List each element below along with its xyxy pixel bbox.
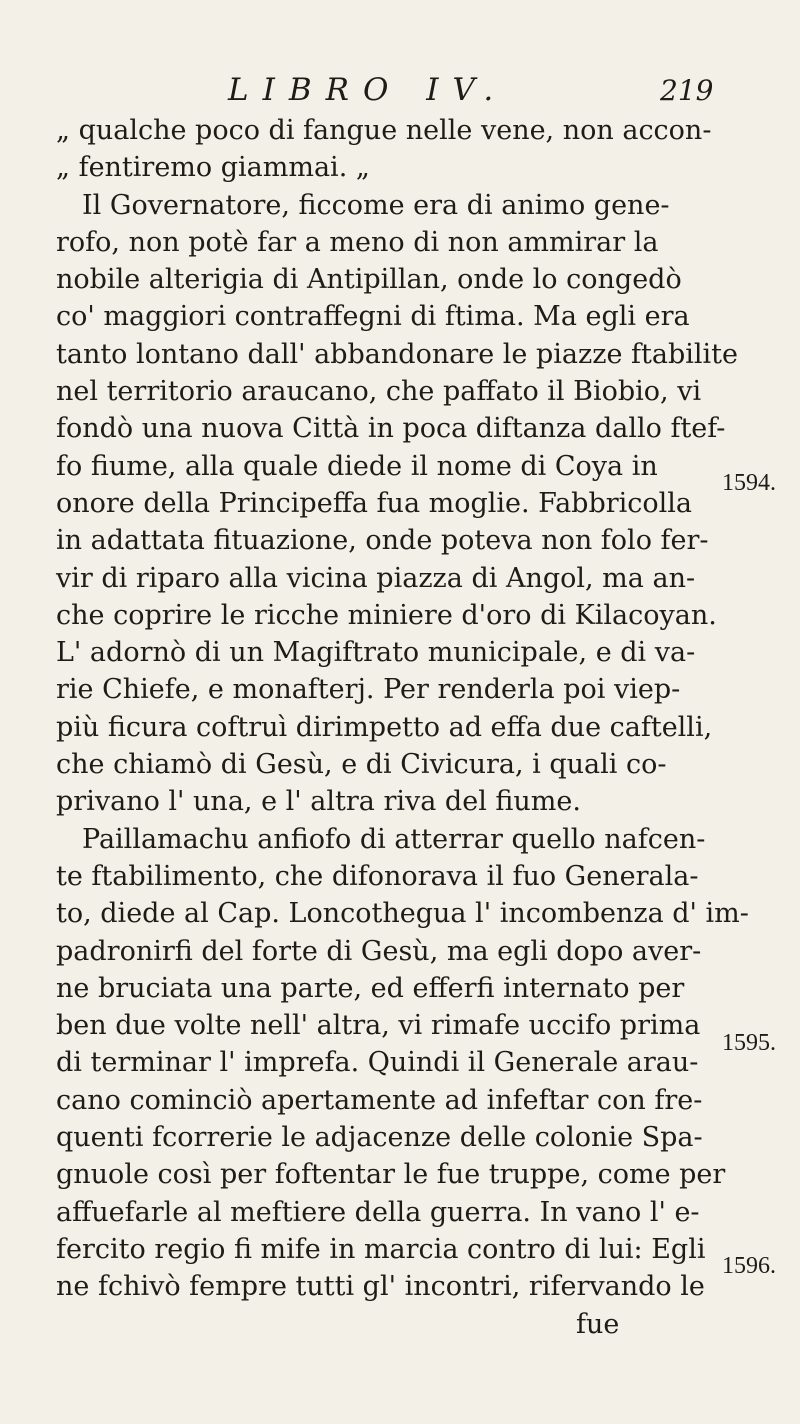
- text-line: Paillamachu anfiofo di atterrar quello nafcen-: [82, 823, 706, 855]
- text-line: fue: [576, 1308, 620, 1340]
- text-line: L' adornò di un Magiftrato municipale, e di va-: [56, 637, 696, 669]
- text-line: privano l' una, e l' altra riva del fiume.: [56, 786, 581, 818]
- text-line: di terminar l' imprefa. Quindi il Generale arau-: [56, 1047, 699, 1079]
- text-line: fo fiume, alla quale diede il nome di Coya in: [56, 450, 658, 482]
- text-line: ne fchivò fempre tutti gl' incontri, rifervando le: [56, 1271, 705, 1303]
- text-line: nobile alterigia di Antipillan, onde lo congedò: [56, 264, 682, 296]
- text-line: fondò una nuova Città in poca diftanza dallo ftef-: [56, 413, 726, 445]
- text-line: onore della Principeffa fua moglie. Fabbricolla: [56, 487, 693, 519]
- text-line: che chiamò di Gesù, e di Civicura, i quali co-: [56, 749, 667, 781]
- text-line: „ qualche poco di fangue nelle vene, non accon-: [56, 115, 712, 146]
- text-line: te ftabilimento, che difonorava il fuo Generala-: [56, 860, 699, 892]
- text-line: ben due volte nell' altra, vi rimafe uccifo prima: [56, 1010, 701, 1042]
- text-line: ne bruciata una parte, ed efferfi internato per: [56, 972, 685, 1004]
- page-number: 219: [660, 74, 714, 107]
- margin-year: 1594.: [722, 470, 776, 496]
- text-line: in adattata fituazione, onde poteva non folo fer-: [56, 525, 709, 557]
- text-line: Il Governatore, ficcome era di animo gene-: [82, 189, 670, 221]
- text-line: to, diede al Cap. Loncothegua l' incombenza d' im-: [56, 898, 749, 930]
- text-line: vir di riparo alla vicina piazza di Angol, ma an-: [56, 562, 696, 594]
- text-line: tanto lontano dall' abbandonare le piazze ftabilite: [56, 338, 738, 370]
- text-line: rofo, non potè far a meno di non ammirar la: [56, 226, 659, 258]
- running-header: [0, 72, 800, 112]
- margin-year: 1596.: [722, 1253, 776, 1279]
- text-line: cano cominciò apertamente ad infeftar con fre-: [56, 1084, 703, 1116]
- text-line: nel territorio araucano, che paffato il Biobio, vi: [56, 376, 702, 408]
- text-line: rie Chiefe, e monafterj. Per renderla poi viep-: [56, 674, 681, 706]
- header-title: LIBRO IV.: [228, 72, 508, 108]
- margin-year: 1595.: [722, 1030, 776, 1056]
- text-line: „ fentiremo giammai. „: [56, 152, 370, 184]
- text-line: che coprire le ricche miniere d'oro di Kilacoyan.: [56, 599, 717, 631]
- text-line: più ficura coftruì dirimpetto ad effa due caftelli,: [56, 711, 713, 743]
- text-line: fercito regio fi mife in marcia contro di lui: Egli: [56, 1233, 706, 1265]
- text-line: padronirfi del forte di Gesù, ma egli dopo aver-: [56, 935, 702, 967]
- text-line: co' maggiori contraffegni di ftima. Ma egli era: [56, 301, 690, 333]
- text-line: affuefarle al meftiere della guerra. In vano l' e-: [56, 1196, 700, 1228]
- text-line: gnuole così per foftentar le fue truppe, come per: [56, 1159, 726, 1191]
- text-line: quenti fcorrerie le adjacenze delle colonie Spa-: [56, 1122, 703, 1154]
